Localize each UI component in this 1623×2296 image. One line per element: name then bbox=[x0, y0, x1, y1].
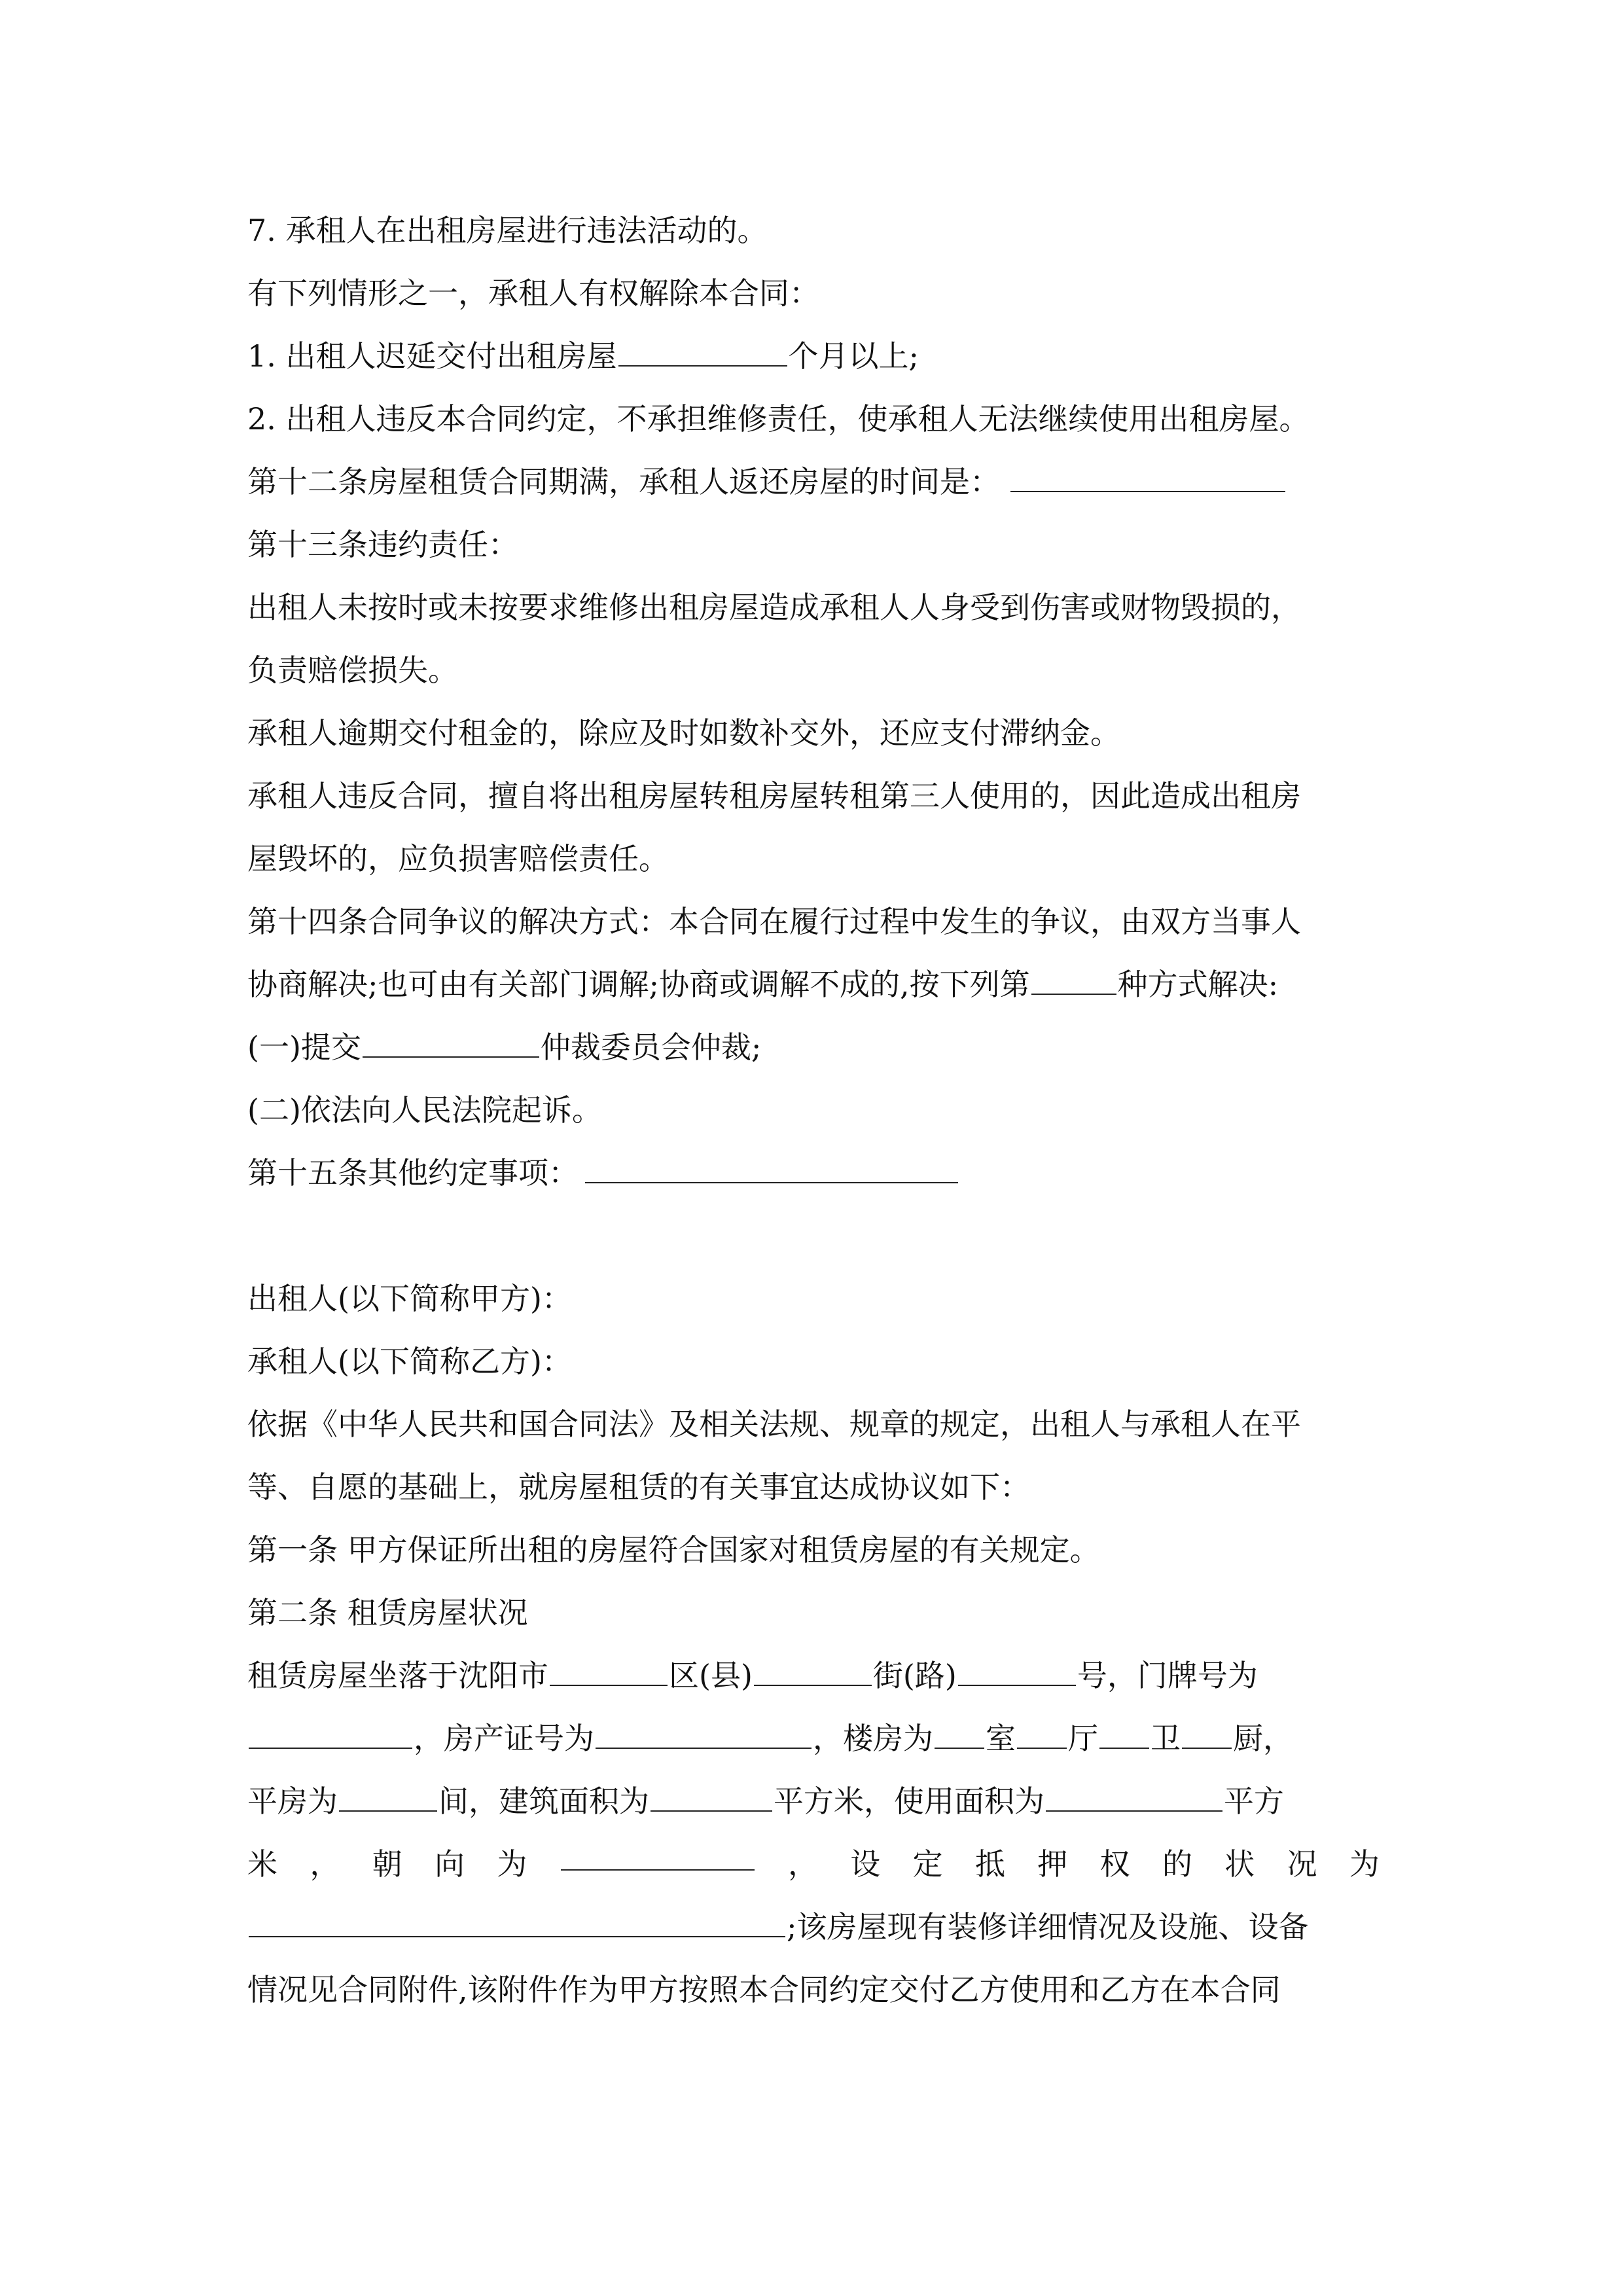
blank-field bbox=[1017, 1723, 1067, 1749]
blank-field bbox=[935, 1723, 984, 1749]
blank-field bbox=[651, 1785, 772, 1812]
property-certificate-line: ，房产证号为 ，楼房为 室 厅 卫 厨， bbox=[247, 1719, 1293, 1758]
property-orientation-line: 米 ， 朝 向 为 ， 设 定 抵 押 权 的 状 况 为 bbox=[247, 1844, 1380, 1884]
paragraph-liability-3: 承租人违反合同，擅自将出租房屋转租房屋转租第三人使用的，因此造成出租房 bbox=[247, 778, 1301, 814]
article-15: 第十五条其他约定事项： bbox=[247, 1153, 959, 1193]
property-area-line: 平房为 间，建筑面积为 平方米，使用面积为 平方 bbox=[247, 1784, 1284, 1819]
paragraph-item-7: 7. 承租人在出租房屋进行违法活动的。 bbox=[247, 213, 768, 248]
blank-field bbox=[249, 1723, 412, 1749]
blank-field bbox=[550, 1660, 668, 1686]
blank-field bbox=[339, 1785, 437, 1812]
blank-field bbox=[958, 1660, 1076, 1686]
paragraph-termination-1: 1. 出租人迟延交付出租房屋 个月以上; bbox=[247, 338, 919, 374]
paragraph-liability-3-cont: 屋毁坏的，应负损害赔偿责任。 bbox=[247, 841, 669, 876]
paragraph-liability-1-cont: 负责赔偿损失。 bbox=[247, 653, 458, 688]
blank-field bbox=[754, 1660, 872, 1686]
article-2-heading: 第二条 租赁房屋状况 bbox=[247, 1595, 528, 1630]
blank-field bbox=[1010, 466, 1285, 492]
paragraph-liability-1: 出租人未按时或未按要求维修出租房屋造成承租人人身受到伤害或财物毁损的， bbox=[247, 590, 1301, 625]
preamble-cont: 等、自愿的基础上，就房屋租赁的有关事宜达成协议如下： bbox=[247, 1469, 1030, 1505]
article-14-cont: 协商解决;也可由有关部门调解;协商或调解不成的,按下列第 种方式解决: bbox=[247, 967, 1279, 1002]
lessor-line: 出租人(以下简称甲方)： bbox=[247, 1281, 572, 1316]
paragraph-termination-2: 2. 出租人违反本合同约定，不承担维修责任，使承租人无法继续使用出租房屋。 bbox=[247, 401, 1310, 437]
paragraph-liability-2: 承租人逾期交付租金的，除应及时如数补交外，还应支付滞纳金。 bbox=[247, 715, 1120, 751]
blank-field bbox=[1046, 1785, 1222, 1812]
lessee-line: 承租人(以下简称乙方)： bbox=[247, 1344, 572, 1379]
property-attachment-line: 情况见合同附件,该附件作为甲方按照本合同约定交付乙方使用和乙方在本合同 bbox=[247, 1972, 1281, 2007]
blank-field bbox=[363, 1031, 539, 1058]
blank-field bbox=[561, 1844, 755, 1871]
blank-field bbox=[1099, 1723, 1149, 1749]
article-14: 第十四条合同争议的解决方式：本合同在履行过程中发生的争议，由双方当事人 bbox=[247, 904, 1301, 939]
property-mortgage-line: ;该房屋现有装修详细情况及设施、设备 bbox=[247, 1907, 1309, 1946]
dispute-option-2: (二)依法向人民法院起诉。 bbox=[247, 1092, 602, 1128]
article-13-heading: 第十三条违约责任： bbox=[247, 527, 518, 562]
dispute-option-1: (一)提交 仲裁委员会仲裁; bbox=[247, 1030, 762, 1065]
blank-field bbox=[1031, 969, 1116, 995]
article-12: 第十二条房屋租赁合同期满，承租人返还房屋的时间是： bbox=[247, 462, 1287, 501]
blank-field bbox=[596, 1723, 812, 1749]
preamble: 依据《中华人民共和国合同法》及相关法规、规章的规定，出租人与承租人在平 bbox=[247, 1407, 1301, 1442]
blank-field bbox=[249, 1911, 785, 1937]
blank-field bbox=[1182, 1723, 1232, 1749]
article-1: 第一条 甲方保证所出租的房屋符合国家对租赁房屋的有关规定。 bbox=[247, 1532, 1100, 1568]
blank-field bbox=[585, 1157, 958, 1183]
paragraph-termination-intro: 有下列情形之一，承租人有权解除本合同： bbox=[247, 276, 819, 311]
blank-field bbox=[618, 340, 787, 367]
property-location-line: 租赁房屋坐落于沈阳市 区(县) 街(路) 号，门牌号为 bbox=[247, 1658, 1258, 1693]
